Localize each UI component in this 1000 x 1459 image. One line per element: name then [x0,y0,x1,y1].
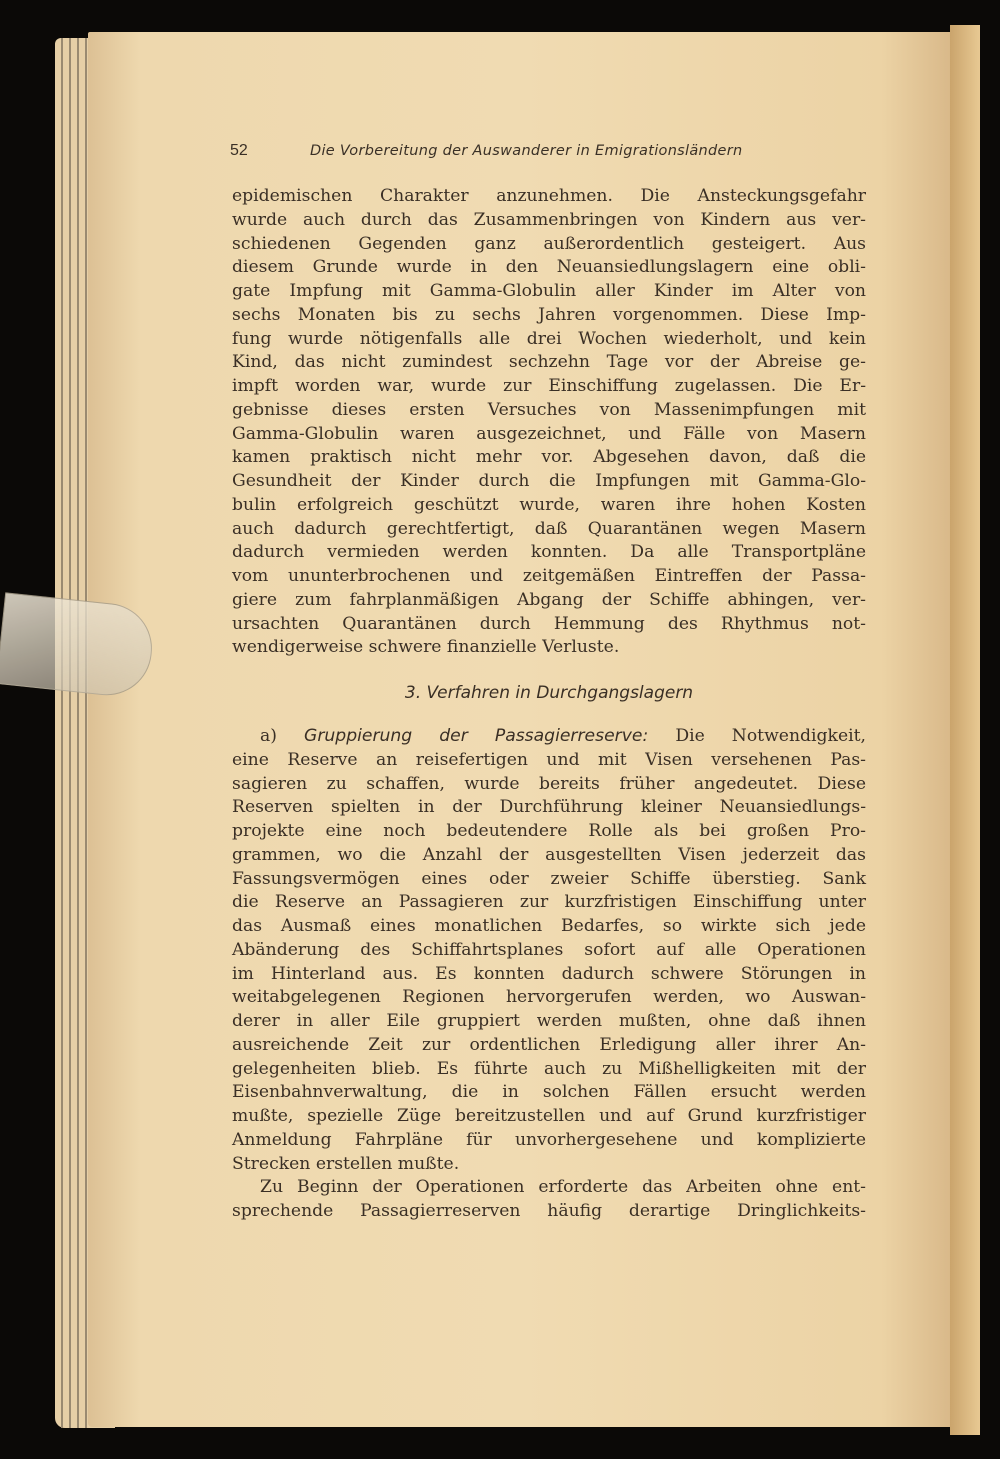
text-line: diesem Grunde wurde in den Neuansiedlungslagern eine obli- [232,257,866,278]
text-line: sprechende Passagierreserven häufig derartige Dringlichkeits- [232,1201,866,1221]
text-line: epidemischen Charakter anzunehmen. Die Ansteckungsgefahr [232,186,866,206]
text-line: sagieren zu schaffen, wurde bereits früher angedeutet. Diese [232,773,866,794]
text-line: dadurch vermieden werden konnten. Da alle Transportpläne [232,542,866,563]
text-line: Fassungsvermögen eines oder zweier Schiffe überstieg. Sank [232,868,866,889]
text-line: giere zum fahrplanmäßigen Abgang der Schiffe abhingen, ver- [232,589,866,610]
text-line: kamen praktisch nicht mehr vor. Abgesehen davon, daß die [232,447,866,468]
text-line: Gamma-Globulin waren ausgezeichnet, und Fälle von Masern [232,423,866,444]
text-line: schiedenen Gegenden ganz außerordentlich gesteigert. Aus [232,233,866,254]
page-number: 52 [230,142,248,159]
section-transit-camps [232,725,866,1224]
text-line: impft worden war, wurde zur Einschiffung zugelassen. Die Er- [232,376,866,396]
text-line: mußte, spezielle Züge bereitzustellen und auf Grund kurzfristiger [232,1106,866,1126]
text-line: grammen, wo die Anzahl der ausgestellten Visen jederzeit das [232,844,866,865]
text-line: gate Impfung mit Gamma-Globulin aller Kinder im Alter von [232,281,866,301]
paragraph-lead-line [232,725,866,749]
text-line: fung wurde nötigenfalls alle drei Wochen wiederholt, und kein [232,328,866,349]
text-line: Reserven spielten in der Durchführung kleiner Neuansiedlungs- [232,797,866,818]
text-line: derer in aller Eile gruppiert werden mußten, ohne daß ihnen [232,1011,866,1031]
text-line: sechs Monaten bis zu sechs Jahren vorgenommen. Diese Imp- [232,304,866,325]
text-line: Zu Beginn der Operationen erforderte das Arbeiten ohne ent- [260,1177,866,1198]
text-line: Strecken erstellen mußte. [232,1153,460,1174]
adjacent-page-edge [950,25,980,1435]
text-line: eine Reserve an reisefertigen und mit Visen versehenen Pas- [232,749,866,770]
text-line: vom ununterbrochenen und zeitgemäßen Eintreffen der Passa- [232,566,866,586]
text-line: Eisenbahnverwaltung, die in solchen Fällen ersucht werden [232,1082,866,1103]
text-line: wendigerweise schwere finanzielle Verluste. [232,637,620,658]
text-line: projekte eine noch bedeutendere Rolle als bei großen Pro- [232,821,866,841]
running-title: Die Vorbereitung der Auswanderer in Emigrationsländern [310,143,743,159]
text-line: auch dadurch gerechtfertigt, daß Quarantänen wegen Masern [232,518,866,539]
text-line: bulin erfolgreich geschützt wurde, waren ihre hohen Kosten [232,494,866,515]
paragraph-measles-vaccination [232,185,866,660]
subheading-italic: Gruppierung der Passagierreserve: [304,726,649,746]
text-line: gelegenheiten blieb. Es führte auch zu Mißhelligkeiten mit der [232,1058,866,1079]
text-line: ursachten Quarantänen durch Hemmung des Rhythmus not- [232,613,866,634]
text-line: gebnisse dieses ersten Versuches von Massenimpfungen mit [232,399,866,420]
text-line: ausreichende Zeit zur ordentlichen Erledigung aller ihrer An- [232,1034,866,1055]
lead-text: Die Notwendigkeit, [675,726,866,746]
text-line: Anmeldung Fahrpläne für unvorhergesehene und komplizierte [232,1129,866,1150]
section-heading: 3. Verfahren in Durchgangslagern [404,683,694,703]
item-label: a) [260,726,277,746]
text-line: weitabgelegenen Regionen hervorgerufen werden, wo Auswan- [232,987,866,1008]
text-line: Kind, das nicht zumindest sechzehn Tage vor der Abreise ge- [232,352,866,373]
text-line: im Hinterland aus. Es konnten dadurch schwere Störungen in [232,963,866,984]
text-line: das Ausmaß eines monatlichen Bedarfes, so wirkte sich jede [232,916,866,936]
text-line: Abänderung des Schiffahrtsplanes sofort auf alle Operationen [232,939,866,960]
text-line: Gesundheit der Kinder durch die Impfungen mit Gamma-Glo- [232,471,866,491]
text-line: die Reserve an Passagieren zur kurzfristigen Einschiffung unter [232,892,866,913]
text-line: wurde auch durch das Zusammenbringen von Kindern aus ver- [232,209,866,230]
